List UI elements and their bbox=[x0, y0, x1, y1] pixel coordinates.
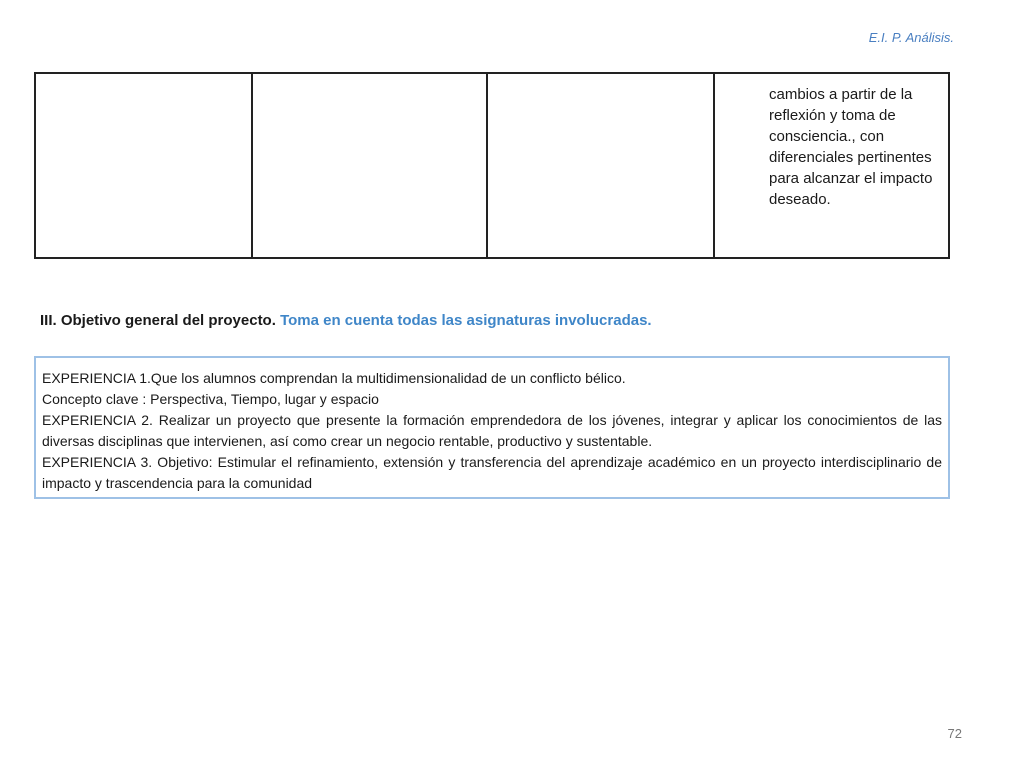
table-cell-2 bbox=[253, 74, 488, 257]
table-cell-4-text: cambios a partir de la reflexión y toma de consciencia., con diferenciales pertinentes para alcanzar el impacto deseado. bbox=[769, 86, 933, 208]
table-cell-3 bbox=[488, 74, 715, 257]
header-tag: E.I. P. Análisis. bbox=[868, 30, 954, 45]
content-table bbox=[34, 72, 950, 259]
experience-3: EXPERIENCIA 3. Objetivo: Estimular el refinamiento, extensión y transferencia del aprendizaje académico en un proyecto interdisciplinario de impacto y trascendencia para la comunidad bbox=[42, 454, 942, 491]
experience-1: EXPERIENCIA 1.Que los alumnos comprendan la multidimensionalidad de un conflicto bélico. bbox=[42, 370, 626, 386]
table-cell-1 bbox=[36, 74, 253, 257]
experience-2: EXPERIENCIA 2. Realizar un proyecto que presente la formación emprendedora de los jóvenes, integrar y aplicar los conocimientos de las diversas disciplinas que intervienen, así como crear un negocio rentable, productivo y sustentable. bbox=[42, 412, 942, 449]
section-title-main: III. Objetivo general del proyecto. bbox=[40, 312, 276, 329]
section-title-accent: Toma en cuenta todas las asignaturas involucradas. bbox=[280, 312, 652, 329]
section-title bbox=[40, 312, 652, 329]
key-concept: Concepto clave : Perspectiva, Tiempo, lugar y espacio bbox=[42, 391, 379, 407]
page-number: 72 bbox=[947, 726, 962, 741]
objective-box bbox=[34, 356, 950, 499]
table-cell-4 bbox=[715, 74, 948, 257]
